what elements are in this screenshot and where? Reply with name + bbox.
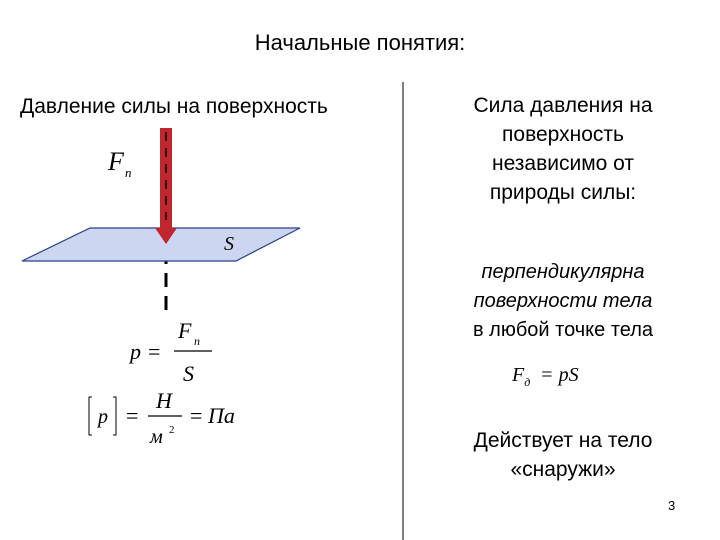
column-divider	[402, 82, 404, 540]
right-block-1-line: природы силы:	[489, 181, 637, 204]
right-block-1-line: Сила давления на	[473, 94, 653, 117]
units-bracket-left	[89, 397, 92, 435]
pressure-formula	[120, 310, 230, 388]
right-block-1-line: поверхность	[502, 123, 624, 146]
pressure-formula-den: S	[183, 361, 194, 386]
right-block-3-line: «снаружи»	[510, 458, 616, 481]
plane-label: S	[224, 233, 234, 255]
units-formula	[80, 385, 260, 455]
force-label-sub: n	[125, 165, 132, 180]
units-bracket-right	[113, 397, 116, 435]
units-formula-den: м	[150, 426, 163, 448]
pressure-formula-num: F	[178, 318, 192, 343]
pressure-formula-eq: =	[148, 339, 161, 364]
units-formula-num: Н	[156, 388, 172, 413]
right-block-3-line: Действует на тело	[473, 429, 653, 452]
right-block-2-plain-line: в любой точке тела	[472, 319, 654, 341]
page-number: 3	[668, 498, 676, 513]
force-pressure-formula-eq: =	[541, 364, 553, 386]
units-formula-den-exp: 2	[169, 424, 175, 436]
units-formula-eq1: =	[126, 403, 139, 428]
right-block-2-italic-line: поверхности тела	[473, 290, 653, 312]
units-formula-lhs: p	[98, 406, 108, 428]
pressure-formula-num-sub: n	[194, 334, 200, 348]
right-block-3	[420, 426, 706, 484]
right-block-1	[420, 91, 706, 207]
units-formula-eq2: =	[190, 403, 203, 428]
force-diagram	[0, 120, 400, 325]
force-pressure-formula	[512, 364, 579, 390]
slide-title: Начальные понятия:	[254, 30, 466, 55]
force-pressure-formula-lhs-sub: д	[524, 375, 531, 389]
right-block-2	[420, 258, 706, 345]
left-heading: Давление силы на поверхность	[20, 95, 328, 118]
units-formula-rhs: Па	[208, 403, 235, 428]
right-block-1-line: независимо от	[491, 152, 635, 175]
force-pressure-formula-lhs: F	[512, 364, 525, 386]
right-block-2-italic-line: перпендикулярна	[481, 261, 645, 283]
pressure-formula-lhs: p	[130, 339, 141, 364]
force-label: F	[108, 147, 124, 176]
force-pressure-formula-rhs: pS	[558, 364, 579, 386]
